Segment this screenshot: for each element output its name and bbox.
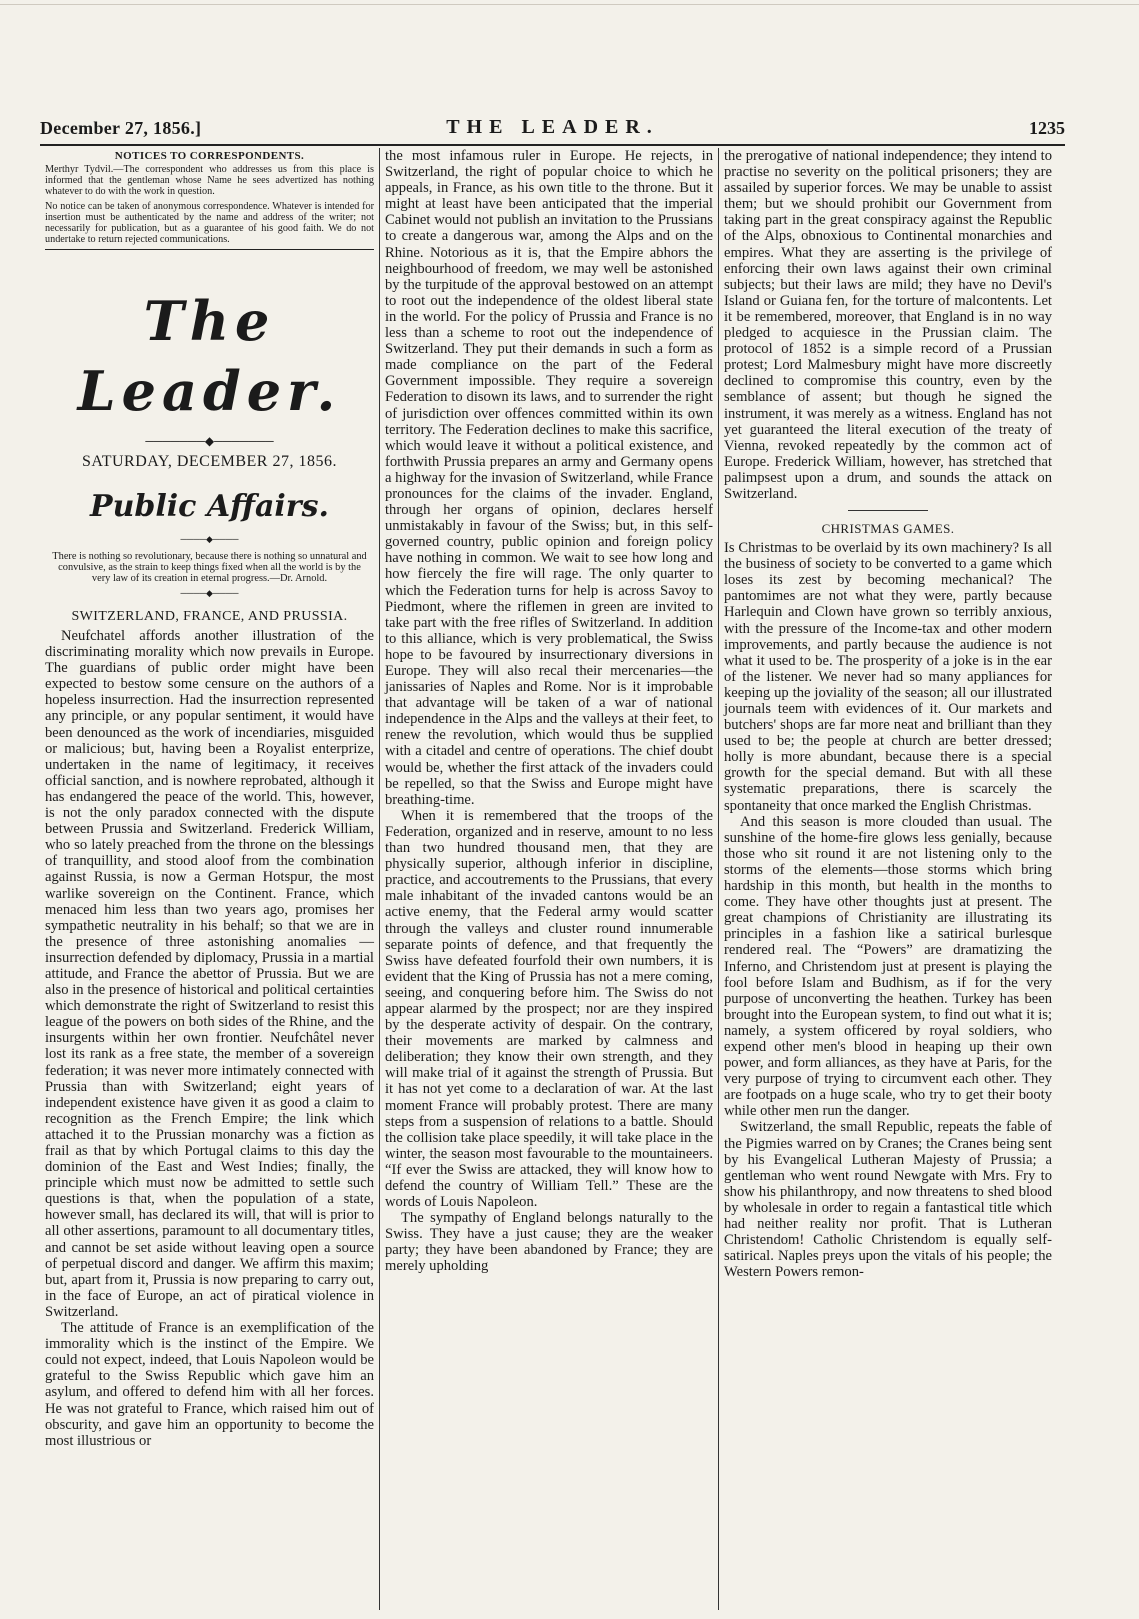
column-3: [718, 148, 1057, 1610]
paragraph: When it is remembered that the troops of the Federation, organized and in reserve, amount to no less than two hundred thousand men, that they are physically superior, although inferior in discipline, practice, and accoutrements to the Prussians, that every male inhabitant of the invaded cantons would be an active enemy, that the Federal army would scatter through the valleys and cluster round innumerable separate points of defence, and that frequently the Swiss have defeated fourfold their own numbers, it is evident that the King of Prussia has not a mere coming, seeing, and conquering before him. The Swiss do not appear alarmed by the prospect; nor are they inspired by the desperate activity of despair. On the contrary, their movements are marked by calmness and deliberation; they know their own strength, and they will make trial of it against the strength of Prussia. But it has not yet come to a declaration of war. At the last moment France will probably protest. There are many steps from a suspension of relations to a battle. Should the collision take place speedily, it will take place in the winter, the season most favourable to the mountaineers. “If ever the Swiss are attacked, they will know how to defend the country of William Tell.” These are the words of Louis Napoleon.: [385, 807, 713, 1211]
paragraph: Is Christmas to be overlaid by its own machinery? Is all the business of society to be converted to a game which loses its zest by becoming mechanical? The pantomimes are not what they were, partly because Harlequin and Clown have grown so terribly anxious, with the pressure of the Income-tax and other modern improvements, and partly because the audience is not what it used to be. The prosperity of a joke is in the ear of the listener. We never had so many appliances for keeping up the joviality of the season; all our illustrated journals teem with evidences of it. Our markets and butchers' shops are far more neat and brilliant than they used to be; the people at church are better dressed; holly is more abundant, because there is a special growth for the special demand. But with all these systematic preparations, there is scarcely the spontaneity that once marked the English Christmas.: [724, 540, 1052, 814]
notice-item: No notice can be taken of anonymous correspondence. Whatever is intended for insertion must be authenticated by the name and address of the writer; not necessarily for publication, but as a guarantee of his good faith. We do not undertake to return rejected communications.: [45, 201, 374, 245]
page-edge-line: [0, 4, 1139, 5]
epigraph: There is nothing so revolutionary, because there is nothing so unnatural and convulsive, as the strain to keep things fixed when all the world is by the very law of its creation in eternal progress.—Dr. Arnold.: [52, 551, 367, 584]
running-header: [40, 112, 1065, 146]
header-date: December 27, 1856.]: [40, 118, 202, 138]
paragraph: the prerogative of national independence; they intend to practise no severity on the political prisoners; they are assailed by superior forces. We may be unable to assist them; but we should prohibit our Government from taking part in the great conspiracy against the Republic of the Alps, obnoxious to Continental monarchies and empires. What they are asserting is the privilege of enforcing their own laws against their own criminal subjects; but their laws are mild; they have no Devil's Island or Guiana fen, for the torture of malcontents. Let it be remembered, moreover, that England is in no way pledged to acquiesce in the Prussian claim. The protocol of 1852 is a simple record of a Prussian protest; Lord Malmesbury might have more discreetly declined to compromise this country, even by the semblance of assent; but though he signed the instrument, it was merely as a witness. England has not yet guaranteed the literal execution of the treaty of Vienna, revoked repeatedly by the common act of Europe. Frederick William, however, has stretched that palimpsest upon a drum, and sounds the attack on Switzerland.: [724, 148, 1052, 502]
paragraph: The attitude of France is an exemplification of the immorality which is the instinct of the Empire. We could not expect, indeed, that Louis Napoleon would be grateful to the Swiss Republic which gave him an asylum, and offered to defend him with all her forces. He was not grateful to France, which raised him out of obscurity, and gave him an opportunity to become the most illustrious or: [45, 1320, 374, 1449]
paragraph: Neufchatel affords another illustration of the discriminating morality which now prevails in Europe. The guardians of public order might have been expected to bestow some censure on the authors of a hopeless insurrection. Had the insurrection represented any principle, or any popular sentiment, it would have been denounced as the work of incendiaries, misguided or malicious; but, having been a Royalist enterprize, undertaken in the name of legitimacy, it receives official sanction, and is nowhere reprobated, although it has endangered the peace of the world. This, however, is not the only paradox connected with the dispute between Prussia and Switzerland. Frederick William, who so lately preached from the throne on the blessings of tranquillity, and stood aloof from the combination against Russia, is now a German Hotspur, the most warlike sovereign on the Continent. France, which menaced him less than two years ago, promises her sympathetic neutrality in his behalf; so that we are in the presence of three astonishing anomalies —insurrection defended by diplomacy, Prussia in a martial attitude, and France the abettor of Prussia. But we are also in the presence of historical and political certainties which demonstrate the right of Switzerland to resist this league of the powers on both sides of the Rhine, and the insurgents within her own frontier. Neufchâtel never lost its rank as a free state, the member of a sovereign federation; it was never more intimately connected with Prussia than with Switzerland; eight years of independent existence have given it as good a claim to recognition as the French Empire; the link which attached it to the Prussian monarchy was a fiction as frail as that by which Portugal claims to this day the dominion of the East and West Indies; finally, the principle which must now be admitted to settle such questions is that, when the population of a state, however small, has declared its will, that will is prior to all other assertions, paramount to all documentary titles, and cannot be set aside without leaving open a source of perpetual discord and danger. We affirm this maxim; but, apart from it, Prussia is now preparing to carry out, in the face of Europe, an act of piratical violence in Switzerland.: [45, 628, 374, 1320]
header-title: THE LEADER.: [446, 116, 659, 138]
rule: [848, 510, 928, 511]
section-title: Public Affairs.: [90, 489, 329, 524]
ornament-divider: ───────◆───────: [145, 434, 274, 448]
columns: [40, 148, 1065, 1610]
article-body: [45, 628, 374, 1449]
ornament-divider: ────◆────: [180, 588, 239, 598]
paragraph: And this season is more clouded than usual. The sunshine of the home-fire glows less genially, because those who sit round it are not listening only to the storms of the elements—those storms which bring hardship in this month, but health in the months to come. They have other thoughts just at present. The great champions of Christianity are illustrating its principles in a fashion like a satirical burlesque rendered real. The “Powers” are dramatizing the Inferno, and Christendom just at present is playing the fool before Islam and Budhism, as if for the very purpose of unconverting the heathen. Turkey has been brought into the European system, to find out what it is; namely, a system officered by royal soldiers, who expend other men's blood in heaping up their own power, and form alliances, as they have at Paris, for the very purpose of trying to circumvent each other. They are footpads on a huge scale, who try to get their booty while other men run the danger.: [724, 813, 1052, 1120]
issue-date: SATURDAY, DECEMBER 27, 1856.: [82, 453, 337, 470]
column-2: [379, 148, 718, 1610]
paragraph: the most infamous ruler in Europe. He rejects, in Switzerland, the right of popular choice to which he appeals, in France, as his own title to the throne. But it might at least have been anticipated that the imperial Cabinet would not publish an invitation to the Prussians to create a dangerous war, among the Alps and on the Rhine. Notorious as it is, that the Empire abhors the neighbourhood of freedom, we may well be astonished by the turpitude of the approval bestowed on an attempt to root out the independence of the oldest liberal state in the world. For the policy of Prussia and France is no less than a scheme to root out the independence of Switzerland. They put their demands in such a form as made compliance on the part of the Federal Government impossible. They require a sovereign Federation to disown its laws, and to surrender the right of jurisdiction over offences committed within its own territory. The Federation declines to make this sacrifice, which would leave it without a political existence, and forthwith Prussia prepares an army and Germany opens a highway for the invasion of Switzerland, while France pronounces for the claims of the invader. England, through her organs of opinion, declares herself unmistakably in favour of the Swiss; but, in this self-governed country, public opinion and foreign policy have nothing in common. We wait to see how long and how fiercely the fire will rage. The only quarter to which the Federation turns for help is across Savoy to Piedmont, where the riflemen in green are invited to take part with the free rifles of Switzerland. In addition to this alliance, which is very problematical, the Swiss hope to be favoured by insurrectionary diversions in Europe. They will also recal their mercenaries—the janissaries of Naples and Rome. Nor is it improbable that advantage will be taken of a war of national independence in the Alps and the valleys at their feet, to renew the revolution, which would thus be supplied with a citadel and centre of operations. The chief doubt would be, whether the first attack of the invaders could be repelled, so that the Swiss and Europe might have breathing-time.: [385, 148, 713, 808]
rule: [45, 249, 374, 250]
paragraph: Switzerland, the small Republic, repeats the fable of the Pigmies warred on by Cranes; the Cranes being sent by his Evangelical Lutheran Majesty of Prussia; a gentleman who went round Newgate with Mrs. Fry to show his philanthropy, and now threatens to shed blood by wholesale in order to regain a fantastical title which had neither reality nor profit. That is Lutheran Christendom! Catholic Christendom is equally self-satirical. Naples preys upon the vitals of his people; the Western Powers remon-: [724, 1119, 1052, 1281]
notice-item: Merthyr Tydvil.—The correspondent who addresses us from this place is informed that the gentleman whose Name he sees advertized has nothing whatever to do with the work in question.: [45, 164, 374, 197]
masthead-logo: The Leader.: [77, 289, 342, 423]
article-body: [724, 540, 1052, 1280]
page-number: 1235: [1029, 118, 1065, 138]
article-body: [724, 148, 1052, 502]
ornament-divider: ────◆────: [180, 534, 239, 544]
article-headline: SWITZERLAND, FRANCE, AND PRUSSIA.: [71, 609, 348, 624]
article-body: [385, 148, 713, 1275]
notices-title: NOTICES TO CORRESPONDENTS.: [114, 150, 305, 162]
article-headline: CHRISTMAS GAMES.: [821, 521, 955, 537]
column-1: [40, 148, 379, 1610]
paragraph: The sympathy of England belongs naturally to the Swiss. They have a just cause; they are the weaker party; they have been abandoned by France; they are merely upholding: [385, 1210, 713, 1275]
